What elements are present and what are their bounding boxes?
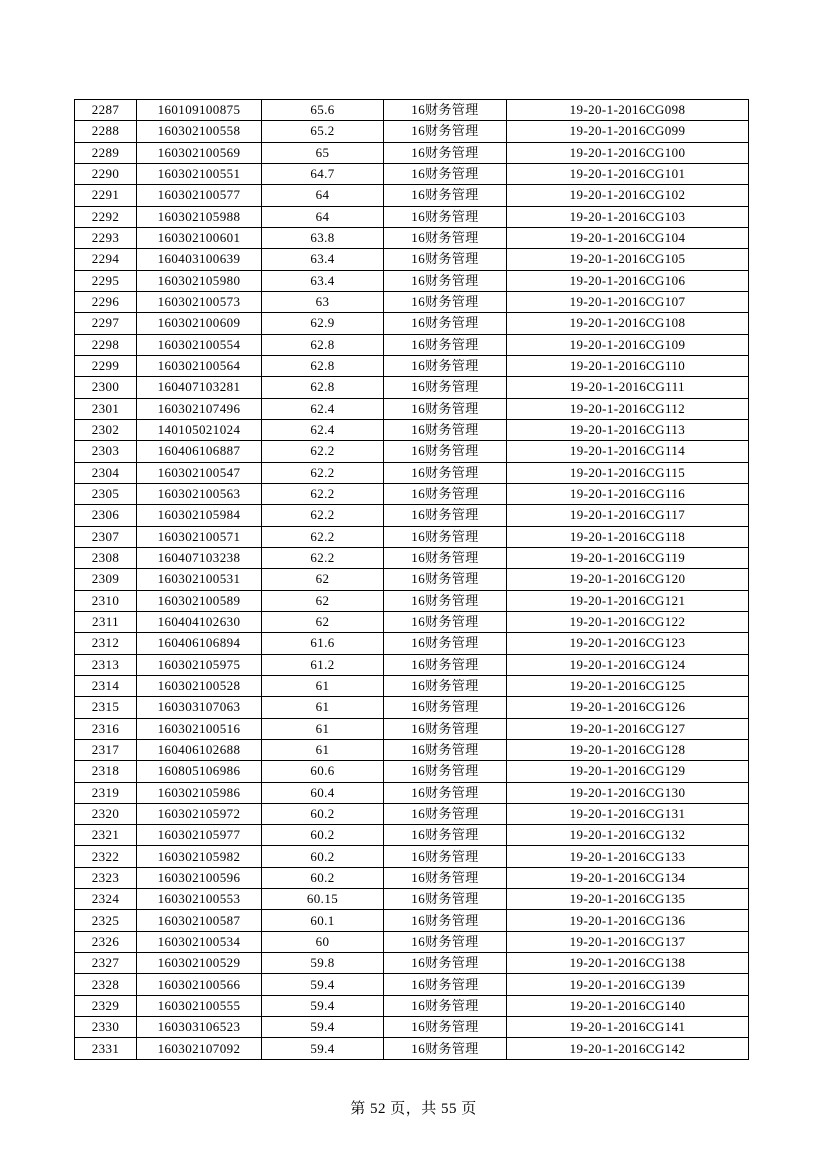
table-row <box>75 227 749 248</box>
rank-cell: 2294 <box>75 249 137 270</box>
student-id-cell: 160302100547 <box>137 462 262 483</box>
table-row <box>75 675 749 696</box>
student-id-cell: 160302100558 <box>137 121 262 142</box>
code-cell: 19-20-1-2016CG137 <box>507 931 749 952</box>
rank-cell: 2290 <box>75 163 137 184</box>
code-cell: 19-20-1-2016CG102 <box>507 185 749 206</box>
class-cell: 16财务管理 <box>384 419 507 440</box>
code-cell: 19-20-1-2016CG122 <box>507 611 749 632</box>
rank-cell: 2321 <box>75 825 137 846</box>
class-cell: 16财务管理 <box>384 227 507 248</box>
student-id-cell: 160302100516 <box>137 718 262 739</box>
class-cell: 16财务管理 <box>384 953 507 974</box>
score-cell: 64.7 <box>262 163 384 184</box>
class-cell: 16财务管理 <box>384 334 507 355</box>
class-cell: 16财务管理 <box>384 825 507 846</box>
class-cell: 16财务管理 <box>384 483 507 504</box>
table-row <box>75 249 749 270</box>
class-cell: 16财务管理 <box>384 526 507 547</box>
rank-cell: 2331 <box>75 1038 137 1059</box>
student-id-cell: 160302100553 <box>137 889 262 910</box>
score-cell: 65.2 <box>262 121 384 142</box>
score-cell: 61 <box>262 697 384 718</box>
rank-cell: 2297 <box>75 313 137 334</box>
class-cell: 16财务管理 <box>384 462 507 483</box>
score-cell: 62 <box>262 590 384 611</box>
rank-cell: 2298 <box>75 334 137 355</box>
table-row <box>75 825 749 846</box>
rank-cell: 2323 <box>75 867 137 888</box>
class-cell: 16财务管理 <box>384 910 507 931</box>
rank-cell: 2329 <box>75 995 137 1016</box>
table-row <box>75 526 749 547</box>
score-cell: 61.2 <box>262 654 384 675</box>
table-row <box>75 697 749 718</box>
code-cell: 19-20-1-2016CG105 <box>507 249 749 270</box>
student-id-cell: 160303107063 <box>137 697 262 718</box>
code-cell: 19-20-1-2016CG104 <box>507 227 749 248</box>
code-cell: 19-20-1-2016CG110 <box>507 355 749 376</box>
table-row <box>75 462 749 483</box>
table-row <box>75 334 749 355</box>
student-id-cell: 160302100566 <box>137 974 262 995</box>
score-cell: 62.2 <box>262 526 384 547</box>
rank-cell: 2302 <box>75 419 137 440</box>
student-id-cell: 160302100534 <box>137 931 262 952</box>
score-cell: 63.8 <box>262 227 384 248</box>
score-cell: 59.4 <box>262 1038 384 1059</box>
table-row <box>75 1017 749 1038</box>
rank-cell: 2324 <box>75 889 137 910</box>
class-cell: 16财务管理 <box>384 995 507 1016</box>
class-cell: 16财务管理 <box>384 846 507 867</box>
class-cell: 16财务管理 <box>384 675 507 696</box>
table-row <box>75 611 749 632</box>
table-row <box>75 633 749 654</box>
score-cell: 62.8 <box>262 377 384 398</box>
class-cell: 16财务管理 <box>384 1038 507 1059</box>
rank-cell: 2295 <box>75 270 137 291</box>
rank-cell: 2304 <box>75 462 137 483</box>
rank-cell: 2328 <box>75 974 137 995</box>
code-cell: 19-20-1-2016CG101 <box>507 163 749 184</box>
student-id-cell: 160407103238 <box>137 547 262 568</box>
code-cell: 19-20-1-2016CG136 <box>507 910 749 931</box>
table-row <box>75 803 749 824</box>
score-cell: 60.4 <box>262 782 384 803</box>
code-cell: 19-20-1-2016CG119 <box>507 547 749 568</box>
score-cell: 62.2 <box>262 483 384 504</box>
class-cell: 16财务管理 <box>384 761 507 782</box>
score-cell: 63.4 <box>262 249 384 270</box>
table-row <box>75 121 749 142</box>
student-id-cell: 160302105988 <box>137 206 262 227</box>
score-cell: 65 <box>262 142 384 163</box>
code-cell: 19-20-1-2016CG140 <box>507 995 749 1016</box>
rank-cell: 2310 <box>75 590 137 611</box>
class-cell: 16财务管理 <box>384 313 507 334</box>
score-cell: 59.4 <box>262 974 384 995</box>
class-cell: 16财务管理 <box>384 355 507 376</box>
student-id-cell: 160302100589 <box>137 590 262 611</box>
score-cell: 62.8 <box>262 334 384 355</box>
code-cell: 19-20-1-2016CG113 <box>507 419 749 440</box>
student-id-cell: 160302100587 <box>137 910 262 931</box>
student-id-cell: 140105021024 <box>137 419 262 440</box>
rank-cell: 2325 <box>75 910 137 931</box>
rank-cell: 2308 <box>75 547 137 568</box>
student-id-cell: 160302100596 <box>137 867 262 888</box>
table-row <box>75 398 749 419</box>
code-cell: 19-20-1-2016CG132 <box>507 825 749 846</box>
table-row <box>75 590 749 611</box>
code-cell: 19-20-1-2016CG123 <box>507 633 749 654</box>
score-cell: 61 <box>262 718 384 739</box>
table-row <box>75 654 749 675</box>
table-row <box>75 953 749 974</box>
rank-cell: 2314 <box>75 675 137 696</box>
score-cell: 60.6 <box>262 761 384 782</box>
student-id-cell: 160302100531 <box>137 569 262 590</box>
table-row <box>75 547 749 568</box>
table-row <box>75 995 749 1016</box>
rank-cell: 2303 <box>75 441 137 462</box>
student-id-cell: 160302100569 <box>137 142 262 163</box>
table-row <box>75 782 749 803</box>
class-cell: 16财务管理 <box>384 249 507 270</box>
student-id-cell: 160302105977 <box>137 825 262 846</box>
code-cell: 19-20-1-2016CG139 <box>507 974 749 995</box>
table-row <box>75 846 749 867</box>
code-cell: 19-20-1-2016CG111 <box>507 377 749 398</box>
student-id-cell: 160805106986 <box>137 761 262 782</box>
class-cell: 16财务管理 <box>384 185 507 206</box>
rank-cell: 2309 <box>75 569 137 590</box>
score-cell: 61 <box>262 675 384 696</box>
score-cell: 63.4 <box>262 270 384 291</box>
student-id-cell: 160302100601 <box>137 227 262 248</box>
student-id-cell: 160407103281 <box>137 377 262 398</box>
code-cell: 19-20-1-2016CG112 <box>507 398 749 419</box>
code-cell: 19-20-1-2016CG106 <box>507 270 749 291</box>
class-cell: 16财务管理 <box>384 547 507 568</box>
rank-cell: 2320 <box>75 803 137 824</box>
rank-cell: 2306 <box>75 505 137 526</box>
score-cell: 60 <box>262 931 384 952</box>
class-cell: 16财务管理 <box>384 441 507 462</box>
code-cell: 19-20-1-2016CG125 <box>507 675 749 696</box>
code-cell: 19-20-1-2016CG124 <box>507 654 749 675</box>
table-row <box>75 910 749 931</box>
class-cell: 16财务管理 <box>384 867 507 888</box>
student-id-cell: 160302105982 <box>137 846 262 867</box>
student-id-cell: 160302100554 <box>137 334 262 355</box>
class-cell: 16财务管理 <box>384 121 507 142</box>
code-cell: 19-20-1-2016CG130 <box>507 782 749 803</box>
table-row <box>75 441 749 462</box>
results-table <box>74 99 749 1060</box>
student-id-cell: 160406106894 <box>137 633 262 654</box>
table-row <box>75 270 749 291</box>
rank-cell: 2289 <box>75 142 137 163</box>
rank-cell: 2319 <box>75 782 137 803</box>
student-id-cell: 160303106523 <box>137 1017 262 1038</box>
student-id-cell: 160302107496 <box>137 398 262 419</box>
student-id-cell: 160109100875 <box>137 100 262 121</box>
class-cell: 16财务管理 <box>384 206 507 227</box>
score-cell: 59.4 <box>262 1017 384 1038</box>
student-id-cell: 160302100564 <box>137 355 262 376</box>
student-id-cell: 160302100563 <box>137 483 262 504</box>
code-cell: 19-20-1-2016CG121 <box>507 590 749 611</box>
table-row <box>75 505 749 526</box>
score-cell: 61 <box>262 739 384 760</box>
rank-cell: 2291 <box>75 185 137 206</box>
student-id-cell: 160302105972 <box>137 803 262 824</box>
rank-cell: 2299 <box>75 355 137 376</box>
code-cell: 19-20-1-2016CG118 <box>507 526 749 547</box>
student-id-cell: 160302105975 <box>137 654 262 675</box>
score-cell: 65.6 <box>262 100 384 121</box>
code-cell: 19-20-1-2016CG117 <box>507 505 749 526</box>
code-cell: 19-20-1-2016CG128 <box>507 739 749 760</box>
score-cell: 62.4 <box>262 419 384 440</box>
student-id-cell: 160403100639 <box>137 249 262 270</box>
code-cell: 19-20-1-2016CG107 <box>507 291 749 312</box>
rank-cell: 2307 <box>75 526 137 547</box>
class-cell: 16财务管理 <box>384 163 507 184</box>
score-cell: 62.2 <box>262 462 384 483</box>
score-cell: 60.2 <box>262 803 384 824</box>
score-cell: 62.2 <box>262 505 384 526</box>
rank-cell: 2287 <box>75 100 137 121</box>
code-cell: 19-20-1-2016CG115 <box>507 462 749 483</box>
code-cell: 19-20-1-2016CG142 <box>507 1038 749 1059</box>
table-row <box>75 355 749 376</box>
code-cell: 19-20-1-2016CG129 <box>507 761 749 782</box>
score-cell: 62 <box>262 611 384 632</box>
student-id-cell: 160302105986 <box>137 782 262 803</box>
score-cell: 59.8 <box>262 953 384 974</box>
class-cell: 16财务管理 <box>384 270 507 291</box>
student-id-cell: 160302100609 <box>137 313 262 334</box>
student-id-cell: 160302107092 <box>137 1038 262 1059</box>
table-row <box>75 377 749 398</box>
class-cell: 16财务管理 <box>384 291 507 312</box>
rank-cell: 2305 <box>75 483 137 504</box>
score-cell: 62.2 <box>262 441 384 462</box>
code-cell: 19-20-1-2016CG116 <box>507 483 749 504</box>
class-cell: 16财务管理 <box>384 611 507 632</box>
student-id-cell: 160302100577 <box>137 185 262 206</box>
class-cell: 16财务管理 <box>384 654 507 675</box>
rank-cell: 2312 <box>75 633 137 654</box>
rank-cell: 2326 <box>75 931 137 952</box>
table-row <box>75 974 749 995</box>
class-cell: 16财务管理 <box>384 803 507 824</box>
class-cell: 16财务管理 <box>384 697 507 718</box>
rank-cell: 2311 <box>75 611 137 632</box>
score-cell: 60.15 <box>262 889 384 910</box>
rank-cell: 2317 <box>75 739 137 760</box>
score-cell: 62.4 <box>262 398 384 419</box>
code-cell: 19-20-1-2016CG126 <box>507 697 749 718</box>
rank-cell: 2330 <box>75 1017 137 1038</box>
student-id-cell: 160302105984 <box>137 505 262 526</box>
student-id-cell: 160406106887 <box>137 441 262 462</box>
student-id-cell: 160404102630 <box>137 611 262 632</box>
score-cell: 63 <box>262 291 384 312</box>
rank-cell: 2296 <box>75 291 137 312</box>
rank-cell: 2322 <box>75 846 137 867</box>
table-row <box>75 761 749 782</box>
class-cell: 16财务管理 <box>384 569 507 590</box>
score-cell: 62.9 <box>262 313 384 334</box>
table-row <box>75 739 749 760</box>
student-id-cell: 160302105980 <box>137 270 262 291</box>
table-row <box>75 163 749 184</box>
score-cell: 60.1 <box>262 910 384 931</box>
table-row <box>75 142 749 163</box>
class-cell: 16财务管理 <box>384 398 507 419</box>
table-row <box>75 867 749 888</box>
rank-cell: 2288 <box>75 121 137 142</box>
code-cell: 19-20-1-2016CG100 <box>507 142 749 163</box>
rank-cell: 2327 <box>75 953 137 974</box>
rank-cell: 2301 <box>75 398 137 419</box>
rank-cell: 2318 <box>75 761 137 782</box>
code-cell: 19-20-1-2016CG120 <box>507 569 749 590</box>
student-id-cell: 160302100551 <box>137 163 262 184</box>
code-cell: 19-20-1-2016CG108 <box>507 313 749 334</box>
code-cell: 19-20-1-2016CG103 <box>507 206 749 227</box>
table-row <box>75 313 749 334</box>
class-cell: 16财务管理 <box>384 377 507 398</box>
class-cell: 16财务管理 <box>384 718 507 739</box>
score-cell: 60.2 <box>262 846 384 867</box>
class-cell: 16财务管理 <box>384 739 507 760</box>
score-cell: 61.6 <box>262 633 384 654</box>
code-cell: 19-20-1-2016CG134 <box>507 867 749 888</box>
student-id-cell: 160406102688 <box>137 739 262 760</box>
table-row <box>75 569 749 590</box>
class-cell: 16财务管理 <box>384 931 507 952</box>
code-cell: 19-20-1-2016CG141 <box>507 1017 749 1038</box>
table-row <box>75 206 749 227</box>
class-cell: 16财务管理 <box>384 590 507 611</box>
student-id-cell: 160302100555 <box>137 995 262 1016</box>
table-row <box>75 419 749 440</box>
page-number-footer: 第 52 页，共 55 页 <box>350 1101 477 1117</box>
class-cell: 16财务管理 <box>384 142 507 163</box>
rank-cell: 2316 <box>75 718 137 739</box>
rank-cell: 2313 <box>75 654 137 675</box>
code-cell: 19-20-1-2016CG098 <box>507 100 749 121</box>
code-cell: 19-20-1-2016CG114 <box>507 441 749 462</box>
code-cell: 19-20-1-2016CG099 <box>507 121 749 142</box>
score-cell: 62.8 <box>262 355 384 376</box>
rank-cell: 2293 <box>75 227 137 248</box>
student-id-cell: 160302100529 <box>137 953 262 974</box>
rank-cell: 2300 <box>75 377 137 398</box>
table-row <box>75 483 749 504</box>
class-cell: 16财务管理 <box>384 633 507 654</box>
code-cell: 19-20-1-2016CG133 <box>507 846 749 867</box>
student-id-cell: 160302100528 <box>137 675 262 696</box>
rank-cell: 2292 <box>75 206 137 227</box>
table-row <box>75 931 749 952</box>
table-row <box>75 889 749 910</box>
rank-cell: 2315 <box>75 697 137 718</box>
class-cell: 16财务管理 <box>384 505 507 526</box>
code-cell: 19-20-1-2016CG131 <box>507 803 749 824</box>
table-row <box>75 185 749 206</box>
class-cell: 16财务管理 <box>384 889 507 910</box>
score-cell: 64 <box>262 206 384 227</box>
student-id-cell: 160302100571 <box>137 526 262 547</box>
table-row <box>75 100 749 121</box>
class-cell: 16财务管理 <box>384 1017 507 1038</box>
table-row <box>75 1038 749 1059</box>
code-cell: 19-20-1-2016CG138 <box>507 953 749 974</box>
code-cell: 19-20-1-2016CG127 <box>507 718 749 739</box>
score-cell: 60.2 <box>262 867 384 888</box>
score-cell: 62 <box>262 569 384 590</box>
student-id-cell: 160302100573 <box>137 291 262 312</box>
class-cell: 16财务管理 <box>384 100 507 121</box>
score-cell: 59.4 <box>262 995 384 1016</box>
score-cell: 60.2 <box>262 825 384 846</box>
class-cell: 16财务管理 <box>384 782 507 803</box>
table-body <box>75 100 749 1060</box>
code-cell: 19-20-1-2016CG109 <box>507 334 749 355</box>
table-row <box>75 718 749 739</box>
score-cell: 62.2 <box>262 547 384 568</box>
table-row <box>75 291 749 312</box>
code-cell: 19-20-1-2016CG135 <box>507 889 749 910</box>
class-cell: 16财务管理 <box>384 974 507 995</box>
score-cell: 64 <box>262 185 384 206</box>
